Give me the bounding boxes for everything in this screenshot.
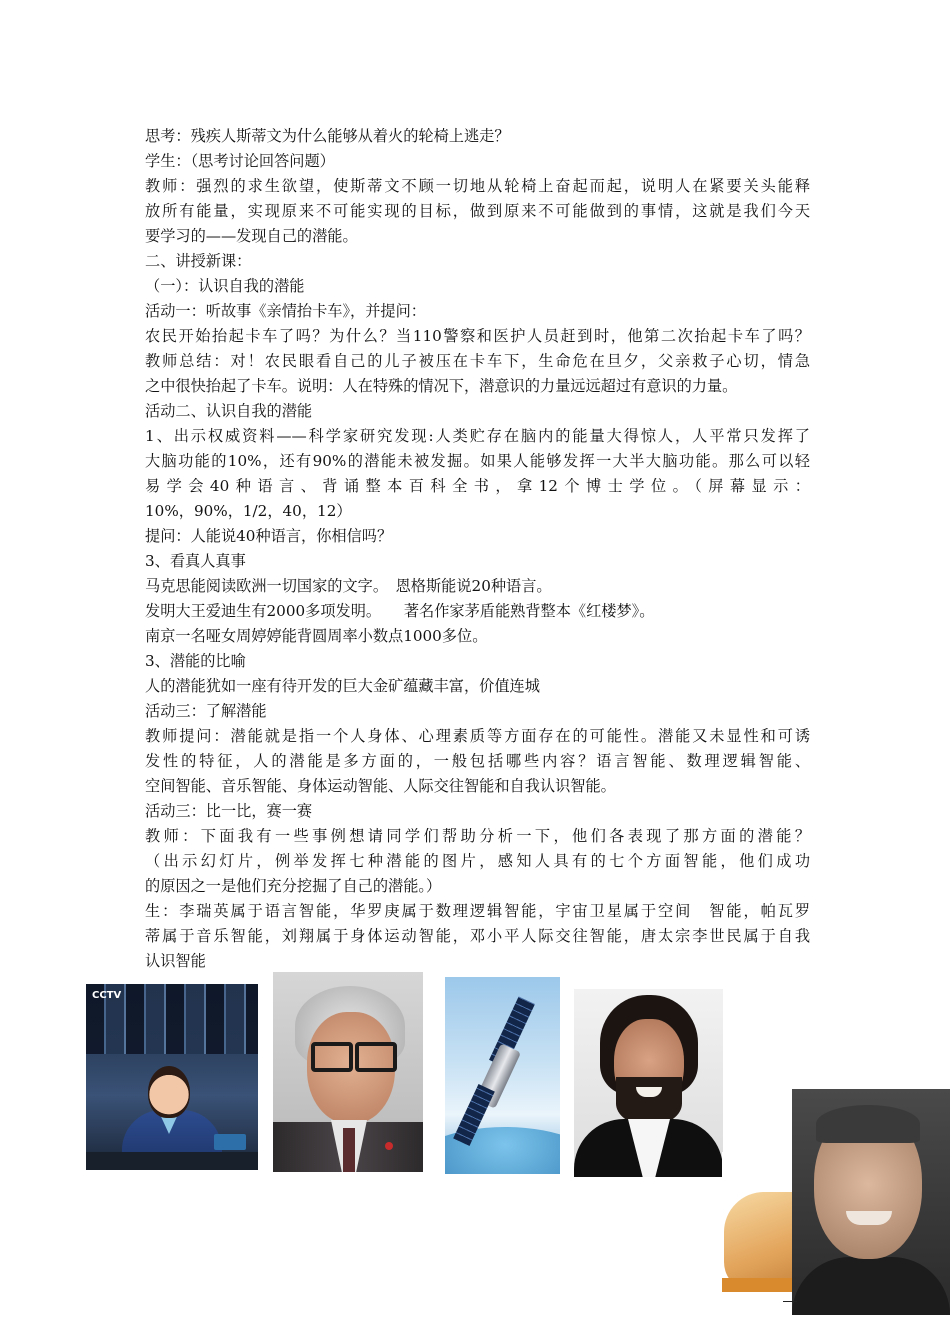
- text-line: （一）：认识自我的潜能: [145, 277, 305, 295]
- text-line: 二、讲授新课：: [145, 252, 252, 270]
- cctv-logo: CCTV: [92, 990, 122, 1001]
- document-body: [145, 124, 810, 974]
- text-line: 要学习的——发现自己的潜能。: [145, 227, 358, 245]
- text-line: 活动三：比一比，赛一赛: [145, 802, 313, 820]
- text-line: 活动一：听故事《亲情抬卡车》，并提问：: [145, 302, 426, 320]
- text-line: 3、看真人真事: [145, 552, 246, 570]
- text-line: 生：李瑞英属于语言智能，华罗庚属于数理逻辑智能，宇宙卫星属于空间 智能，帕瓦罗: [145, 902, 810, 920]
- text-line: 1、出示权威资料——科学家研究发现:人类贮存在脑内的能量大得惊人，人平常只发挥了: [145, 427, 810, 445]
- text-line: 大脑功能的10%，还有90%的潜能未被发掘。如果人能够发挥一大半大脑功能。那么可以轻: [145, 452, 810, 470]
- text-line: 认识智能: [145, 952, 206, 970]
- text-line: 思考：残疾人斯蒂文为什么能够从着火的轮椅上逃走？: [145, 127, 510, 145]
- text-line: 教师：强烈的求生欲望，使斯蒂文不顾一切地从轮椅上奋起而起，说明人在紧要关头能释: [145, 177, 810, 195]
- text-line: 活动三：了解潜能: [145, 702, 267, 720]
- statesman-photo: [792, 1089, 950, 1315]
- athlete-photo: [722, 1152, 802, 1292]
- text-line: 教师：下面我有一些事例想请同学们帮助分析一下，他们各表现了那方面的潜能？: [145, 827, 810, 845]
- satellite-photo: [445, 977, 560, 1174]
- text-line: 10%，90%，1/2，40，12）: [145, 502, 352, 520]
- news-anchor-photo: [86, 984, 258, 1170]
- text-line: 发性的特征，人的潜能是多方面的，一般包括哪些内容？语言智能、数理逻辑智能、: [145, 752, 810, 770]
- text-line: 活动二、认识自我的潜能: [145, 402, 313, 420]
- page-mark: [783, 1301, 797, 1302]
- text-line: 人的潜能犹如一座有待开发的巨大金矿蕴藏丰富，价值连城: [145, 677, 540, 695]
- text-line: 易学会40种语言、背诵整本百科全书，拿12个博士学位。（屏幕显示：: [145, 477, 810, 495]
- text-line: 空间智能、音乐智能、身体运动智能、人际交往智能和自我认识智能。: [145, 777, 616, 795]
- text-line: 学生：（思考讨论回答问题）: [145, 152, 335, 170]
- text-line: 南京一名哑女周婷婷能背圆周率小数点1000多位。: [145, 627, 488, 645]
- singer-photo: [574, 989, 723, 1177]
- text-line: 之中很快抬起了卡车。说明：人在特殊的情况下，潜意识的力量远远超过有意识的力量。: [145, 377, 738, 395]
- text-line: 马克思能阅读欧洲一切国家的文字。 恩格斯能说20种语言。: [145, 577, 552, 595]
- text-line: 教师总结：对！农民眼看自己的儿子被压在卡车下，生命危在旦夕，父亲救子心切，情急: [145, 352, 810, 370]
- text-line: 发明大王爱迪生有2000多项发明。 著名作家茅盾能熟背整本《红楼梦》。: [145, 602, 655, 620]
- text-line: 的原因之一是他们充分挖掘了自己的潜能。）: [145, 877, 442, 895]
- text-line: 教师提问：潜能就是指一个人身体、心理素质等方面存在的可能性。潜能又未显性和可诱: [145, 727, 810, 745]
- text-line: 提问：人能说40种语言，你相信吗？: [145, 527, 393, 545]
- text-line: 放所有能量，实现原来不可能实现的目标，做到原来不可能做到的事情，这就是我们今天: [145, 202, 810, 220]
- text-line: （出示幻灯片，例举发挥七种潜能的图片，感知人具有的七个方面智能，他们成功: [145, 852, 810, 870]
- text-line: 农民开始抬起卡车了吗？为什么？当110警察和医护人员赶到时，他第二次抬起卡车了吗？: [145, 327, 810, 345]
- text-line: 3、潜能的比喻: [145, 652, 246, 670]
- text-line: 蒂属于音乐智能，刘翔属于身体运动智能，邓小平人际交往智能，唐太宗李世民属于自我: [145, 927, 810, 945]
- mathematician-photo: [273, 972, 423, 1172]
